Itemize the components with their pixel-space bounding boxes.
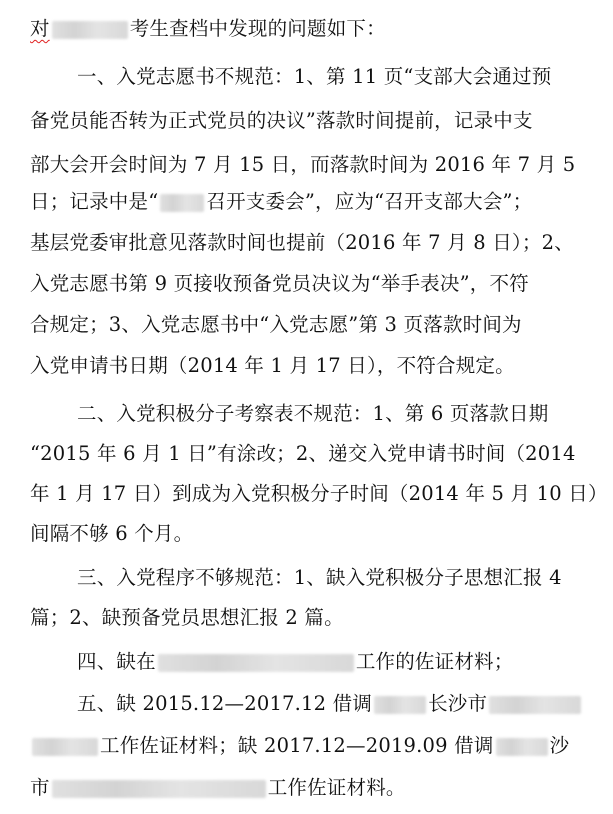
section-4-part-2: 工作的佐证材料； <box>355 650 514 673</box>
section-1-line-8: 入党申请书日期（2014 年 1 月 17 日），不符合规定。 <box>30 354 515 377</box>
section-5-line-2 <box>30 730 590 762</box>
section-5-part-1: 五、缺 2015.12—2017.12 借调 <box>77 692 373 715</box>
section-1-line-7: 合规定；3、入党志愿书中“入党志愿”第 3 页落款时间为 <box>30 313 522 336</box>
section-1-line-4-part-1: 日；记录中是“ <box>30 190 159 213</box>
redacted-organization <box>52 780 266 798</box>
section-3-line-2: 篇；2、缺预备党员思想汇报 2 篇。 <box>30 606 344 629</box>
section-5-line-1 <box>77 688 613 720</box>
section-5-part-4: 沙 <box>549 734 570 757</box>
intro-prefix: 对 <box>30 17 50 40</box>
section-2-line-1: 二、入党积极分子考察表不规范：1、第 6 页落款日期 <box>77 402 549 425</box>
section-1-line-4-part-2: 召开支委会”，应为“召开支部大会”； <box>206 190 533 213</box>
section-5-part-6: 工作佐证材料。 <box>267 776 406 799</box>
section-1-line-2: 备党员能否转为正式党员的决议”落款时间提前，记录中支 <box>30 109 533 132</box>
redacted-organization <box>32 738 98 756</box>
section-3-line-1: 三、入党程序不够规范：1、缺入党积极分子思想汇报 4 <box>77 566 562 589</box>
redacted-name <box>374 696 426 714</box>
section-5-part-5: 市 <box>30 776 50 799</box>
section-5-line-3 <box>30 772 590 804</box>
section-2-line-3: 年 1 月 17 日）到成为入党积极分子时间（2014 年 5 月 10 日） <box>30 482 608 505</box>
intro-suffix: 考生查档中发现的问题如下： <box>129 17 386 40</box>
section-1-line-5: 基层党委审批意见落款时间也提前（2016 年 7 月 8 日）；2、 <box>30 231 574 254</box>
redacted-name <box>52 21 128 39</box>
redacted-name <box>160 194 204 212</box>
section-1-line-6: 入党志愿书第 9 页接收预备党员决议为“举手表决”，不符 <box>30 272 529 295</box>
redacted-organization <box>489 696 581 714</box>
section-1-line-1: 一、入党志愿书不规范：1、第 11 页“支部大会通过预 <box>77 65 552 88</box>
section-1-line-3: 部大会开会时间为 7 月 15 日，而落款时间为 2016 年 7 月 5 <box>30 153 576 176</box>
section-2-line-4: 间隔不够 6 个月。 <box>30 522 194 545</box>
section-4-part-1: 四、缺在 <box>77 650 156 673</box>
section-4-line-1 <box>77 646 613 678</box>
section-5-part-3: 工作佐证材料；缺 2017.12—2019.09 借调 <box>100 734 494 757</box>
redacted-name <box>496 738 548 756</box>
intro-line <box>30 13 590 45</box>
redacted-organization <box>158 654 354 672</box>
section-5-part-2: 长沙市 <box>428 692 488 715</box>
section-2-line-2: “2015 年 6 月 1 日”有涂改；2、递交入党申请书时间（2014 <box>30 442 576 465</box>
section-1-line-4 <box>30 186 590 218</box>
